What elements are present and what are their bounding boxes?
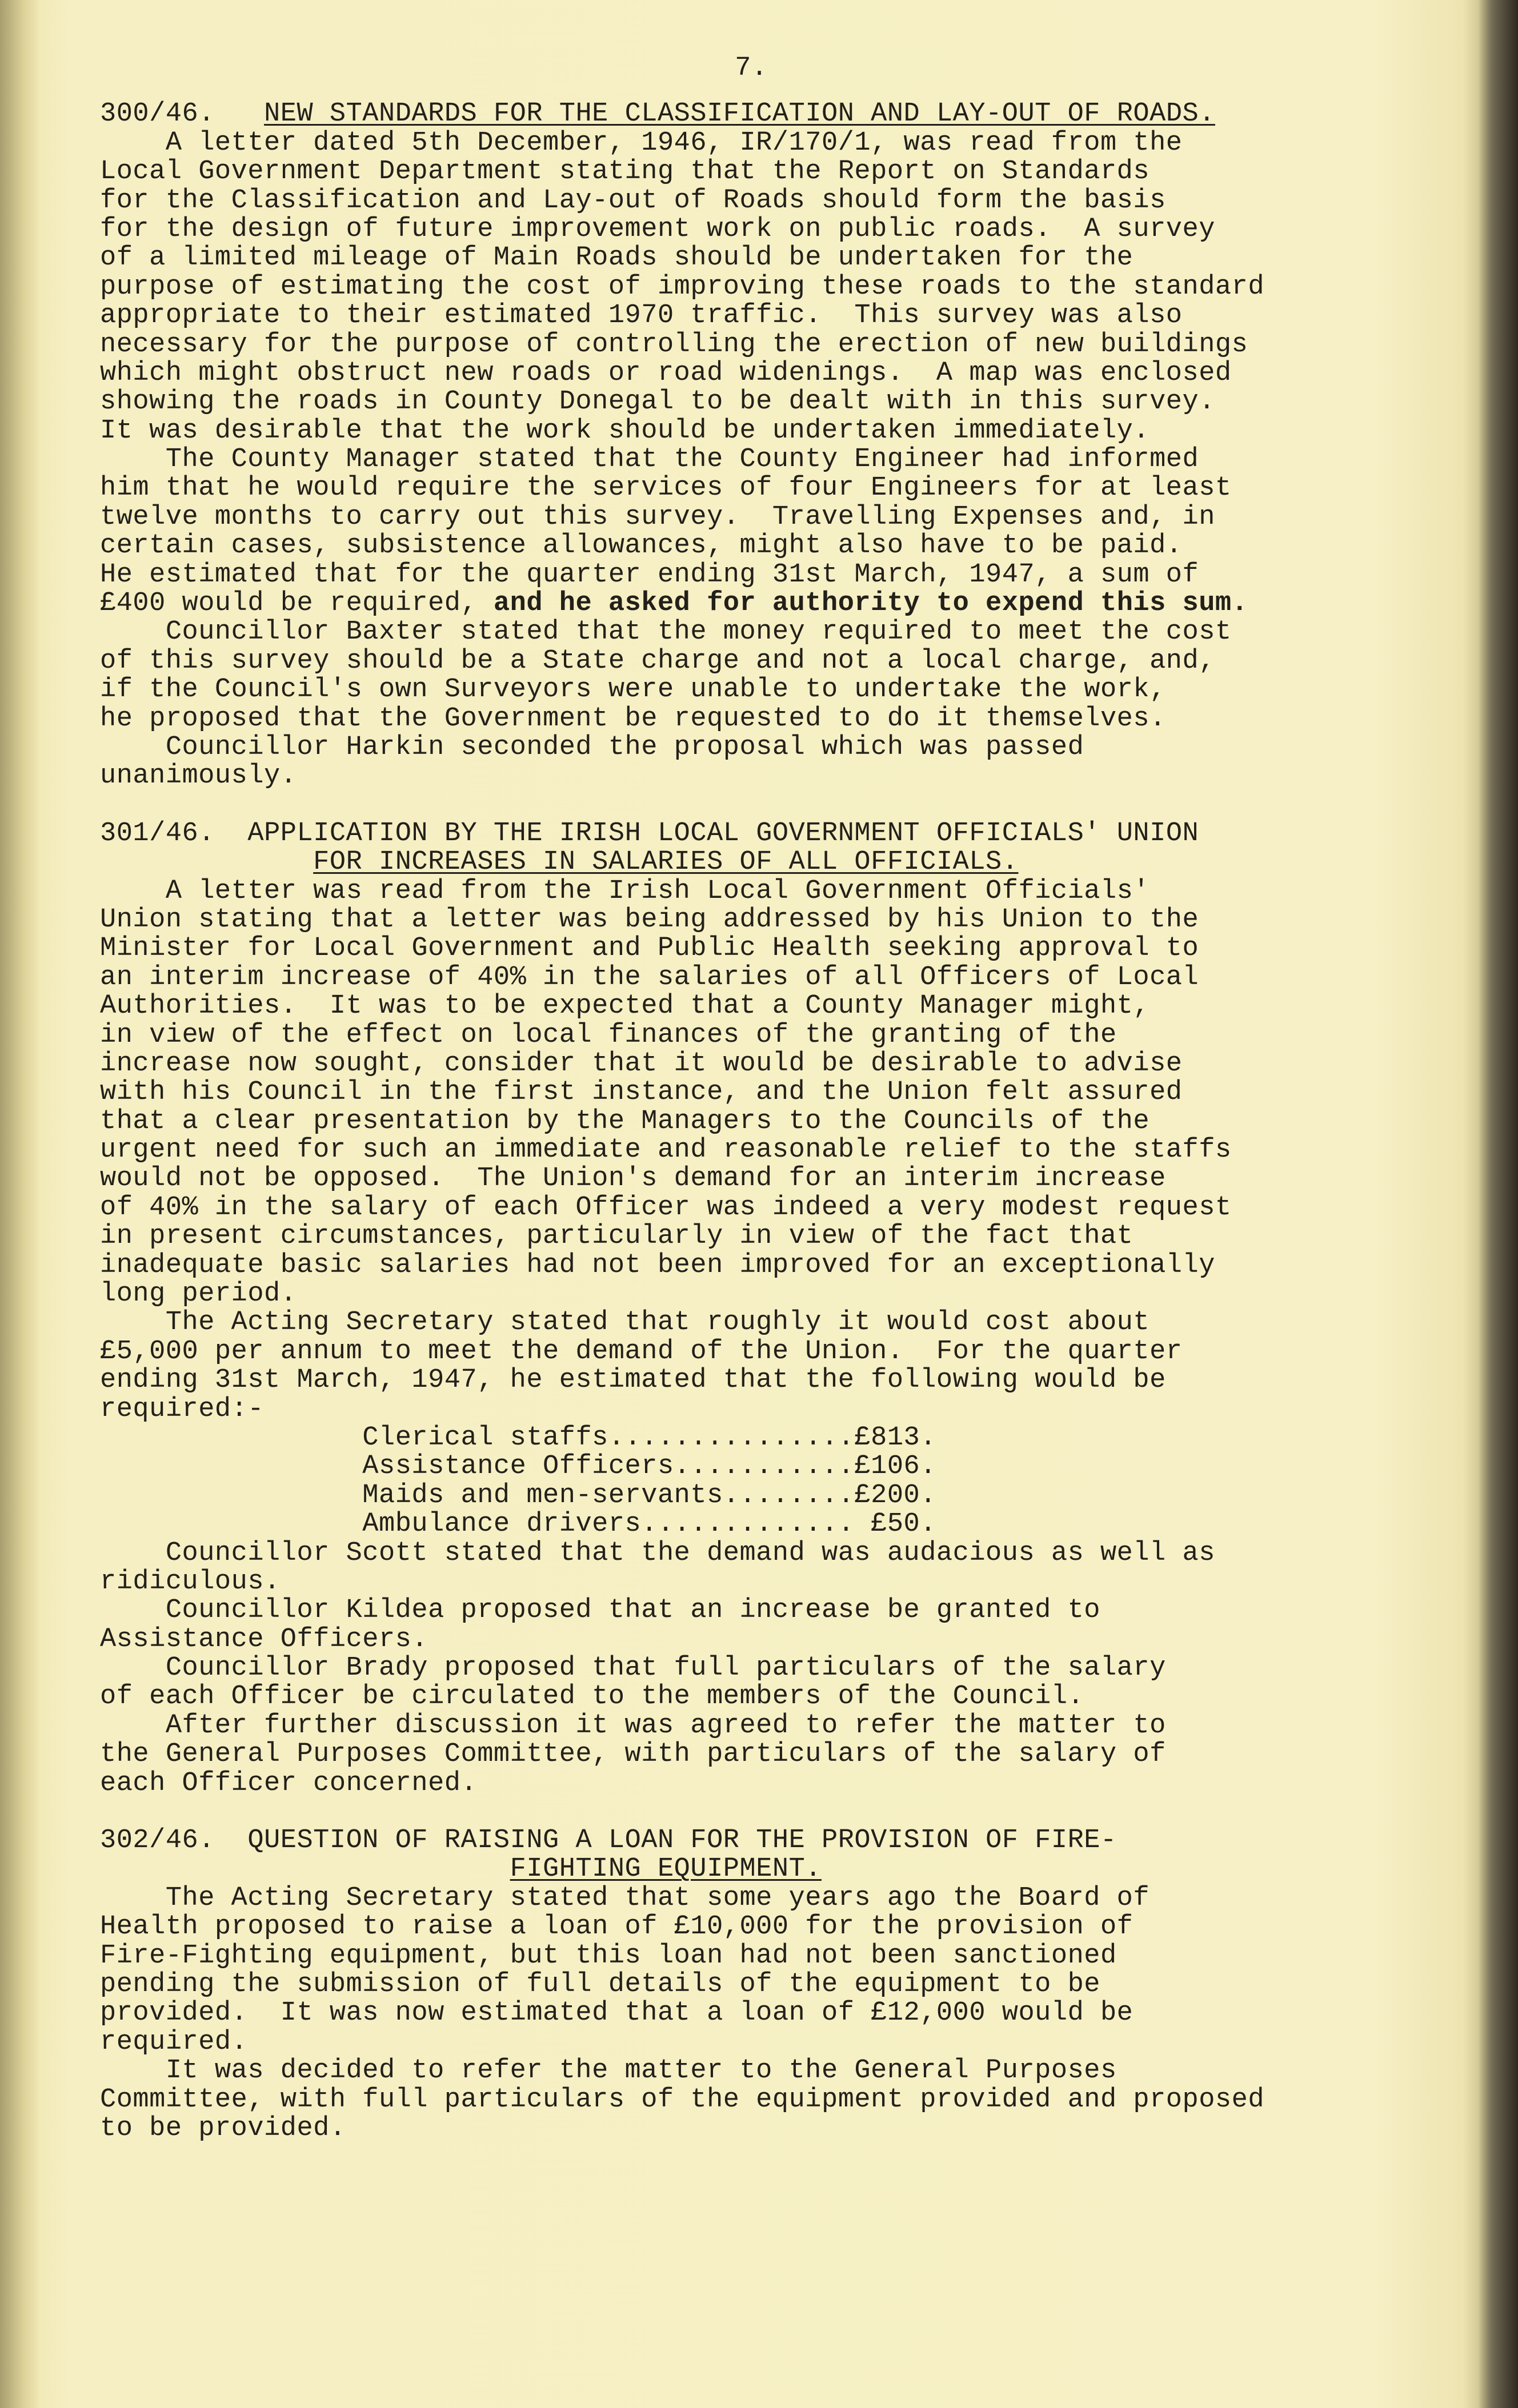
section-body-line: It was decided to refer the matter to the General Purposes bbox=[100, 2056, 1117, 2086]
section-body-line: urgent need for such an immediate and reasonable relief to the staffs bbox=[100, 1135, 1232, 1166]
section-body-line: certain cases, subsistence allowances, might also have to be paid. bbox=[100, 531, 1183, 561]
section-body-line: in present circumstances, particularly in view of the fact that bbox=[100, 1221, 1134, 1252]
section-body-line: Authorities. It was to be expected that a County Manager might, bbox=[100, 991, 1150, 1022]
section-300-46 bbox=[100, 100, 1368, 790]
cost-table bbox=[100, 1424, 1368, 1539]
section-title: FOR INCREASES IN SALARIES OF ALL OFFICIALS. bbox=[313, 847, 1019, 878]
section-body-line: of this survey should be a State charge and not a local charge, and, bbox=[100, 645, 1215, 676]
section-title: FIGHTING EQUIPMENT. bbox=[510, 1854, 822, 1885]
section-body-line: A letter dated 5th December, 1946, IR/170/1, was read from the bbox=[100, 127, 1183, 158]
section-body-line: purpose of estimating the cost of improving these roads to the standard bbox=[100, 271, 1265, 302]
section-body-line: A letter was read from the Irish Local Government Officials' bbox=[100, 876, 1150, 906]
section-number: 300/46. bbox=[100, 99, 215, 130]
section-title: APPLICATION BY THE IRISH LOCAL GOVERNMENT OFFICIALS' UNION bbox=[247, 818, 1199, 849]
section-body-line: Health proposed to raise a loan of £10,000 for the provision of bbox=[100, 1912, 1134, 1943]
section-body-line: of a limited mileage of Main Roads should be undertaken for the bbox=[100, 243, 1134, 274]
cost-amount: £50. bbox=[854, 1509, 936, 1540]
section-body-line: ridiculous. bbox=[100, 1566, 281, 1597]
section-body-line: required. bbox=[100, 2026, 248, 2057]
section-body-line: the General Purposes Committee, with particulars of the salary of bbox=[100, 1739, 1166, 1770]
section-body-line: he proposed that the Government be requested to do it themselves. bbox=[100, 703, 1166, 734]
section-body-line: Councillor Kildea proposed that an increase be granted to bbox=[100, 1595, 1100, 1626]
section-body-line: of each Officer be circulated to the members of the Council. bbox=[100, 1681, 1084, 1712]
section-body-line: appropriate to their estimated 1970 traffic. This survey was also bbox=[100, 300, 1183, 331]
section-body bbox=[100, 129, 1368, 589]
cost-row bbox=[100, 1452, 1368, 1481]
section-body-line: Committee, with full particulars of the equipment provided and proposed bbox=[100, 2084, 1265, 2115]
page-binding-shadow bbox=[0, 0, 40, 2408]
section-body-line: increase now sought, consider that it would be desirable to advise bbox=[100, 1048, 1183, 1079]
section-heading bbox=[100, 848, 1368, 877]
section-number: 302/46. bbox=[100, 1825, 215, 1856]
section-body-line: that a clear presentation by the Managers to the Councils of the bbox=[100, 1106, 1150, 1137]
section-body-line: Union stating that a letter was being addressed by his Union to the bbox=[100, 904, 1199, 935]
section-heading bbox=[100, 100, 1368, 129]
section-body-line: Councillor Scott stated that the demand was audacious as well as bbox=[100, 1538, 1215, 1568]
cost-amount: £106. bbox=[854, 1451, 936, 1482]
section-301-46 bbox=[100, 820, 1368, 1798]
section-heading bbox=[100, 1827, 1368, 1855]
cost-amount: £200. bbox=[854, 1480, 936, 1511]
page-number: 7. bbox=[735, 53, 768, 83]
cost-row bbox=[100, 1424, 1368, 1452]
cost-row bbox=[100, 1482, 1368, 1510]
section-body-line: The County Manager stated that the County Engineer had informed bbox=[100, 444, 1199, 475]
section-body-line: Councillor Baxter stated that the money required to meet the cost bbox=[100, 617, 1232, 648]
section-body-line: Councillor Harkin seconded the proposal which was passed bbox=[100, 732, 1084, 762]
cost-label: Clerical staffs............... bbox=[362, 1422, 855, 1453]
section-body-line: for the Classification and Lay-out of Roads should form the basis bbox=[100, 185, 1166, 216]
bold-request-text: and he asked for authority to expend this sum. bbox=[493, 588, 1248, 619]
section-body-line: necessary for the purpose of controlling the erection of new buildings bbox=[100, 329, 1248, 360]
section-body-line: would not be opposed. The Union's demand for an interim increase bbox=[100, 1163, 1166, 1194]
section-body bbox=[100, 618, 1368, 790]
section-body-line: each Officer concerned. bbox=[100, 1768, 478, 1799]
section-body-line: After further discussion it was agreed to refer the matter to bbox=[100, 1710, 1166, 1741]
section-body-line: which might obstruct new roads or road widenings. A map was enclosed bbox=[100, 358, 1232, 388]
section-body-line: Local Government Department stating that the Report on Standards bbox=[100, 156, 1150, 187]
section-body-line: to be provided. bbox=[100, 2113, 346, 2144]
section-body-line: Fire-Fighting equipment, but this loan had not been sanctioned bbox=[100, 1940, 1117, 1971]
section-body-line: unanimously. bbox=[100, 761, 297, 792]
section-body-line: £400 would be required, and he asked for authority to expend this sum. bbox=[100, 588, 1248, 619]
section-body-line: Minister for Local Government and Public Health seeking approval to bbox=[100, 933, 1199, 964]
section-body-line: showing the roads in County Donegal to be dealt with in this survey. bbox=[100, 387, 1215, 418]
cost-label: Ambulance drivers............. bbox=[362, 1509, 855, 1540]
section-body-line: twelve months to carry out this survey. Travelling Expenses and, in bbox=[100, 501, 1215, 532]
section-302-46 bbox=[100, 1827, 1368, 2143]
section-body-line: The Acting Secretary stated that some years ago the Board of bbox=[100, 1883, 1150, 1913]
section-body-line: long period. bbox=[100, 1279, 297, 1310]
section-body-line: provided. It was now estimated that a loan of £12,000 would be bbox=[100, 1998, 1134, 2029]
section-body-line: him that he would require the services of four Engineers for at least bbox=[100, 473, 1232, 504]
section-body-line: in view of the effect on local finances of the granting of the bbox=[100, 1020, 1117, 1050]
section-body-line: Councillor Brady proposed that full particulars of the salary bbox=[100, 1653, 1166, 1684]
section-body-line: He estimated that for the quarter ending 31st March, 1947, a sum of bbox=[100, 559, 1199, 590]
section-body bbox=[100, 877, 1368, 1424]
section-heading bbox=[100, 1855, 1368, 1884]
section-body bbox=[100, 1539, 1368, 1799]
section-body-line: required:- bbox=[100, 1394, 265, 1424]
section-body-line: It was desirable that the work should be undertaken immediately. bbox=[100, 415, 1150, 446]
section-heading bbox=[100, 820, 1368, 848]
section-body-line: an interim increase of 40% in the salaries of all Officers of Local bbox=[100, 962, 1199, 993]
cost-amount: £813. bbox=[854, 1422, 936, 1453]
cost-label: Assistance Officers........... bbox=[362, 1451, 855, 1482]
section-body-line: inadequate basic salaries had not been improved for an exceptionally bbox=[100, 1250, 1215, 1281]
section-body bbox=[100, 1884, 1368, 2144]
minutes-text bbox=[100, 54, 1368, 2143]
section-number: 301/46. bbox=[100, 818, 215, 849]
section-body-line: if the Council's own Surveyors were unable to undertake the work, bbox=[100, 675, 1166, 705]
page-edge-shadow bbox=[1478, 0, 1518, 2408]
section-body-line: of 40% in the salary of each Officer was indeed a very modest request bbox=[100, 1192, 1232, 1223]
section-body-line: Assistance Officers. bbox=[100, 1624, 428, 1655]
section-body-line: for the design of future improvement work on public roads. A survey bbox=[100, 214, 1215, 244]
section-body-line: £5,000 per annum to meet the demand of the Union. For the quarter bbox=[100, 1336, 1183, 1367]
section-body-line: with his Council in the first instance, and the Union felt assured bbox=[100, 1077, 1183, 1108]
cost-label: Maids and men-servants........ bbox=[362, 1480, 855, 1511]
section-body-line: pending the submission of full details of the equipment to be bbox=[100, 1969, 1100, 2000]
section-body-line: ending 31st March, 1947, he estimated that the following would be bbox=[100, 1365, 1166, 1396]
section-title: QUESTION OF RAISING A LOAN FOR THE PROVISION OF FIRE- bbox=[247, 1825, 1117, 1856]
section-body-line: The Acting Secretary stated that roughly it would cost about bbox=[100, 1307, 1150, 1338]
section-title: NEW STANDARDS FOR THE CLASSIFICATION AND LAY-OUT OF ROADS. bbox=[264, 99, 1215, 130]
cost-row bbox=[100, 1510, 1368, 1539]
